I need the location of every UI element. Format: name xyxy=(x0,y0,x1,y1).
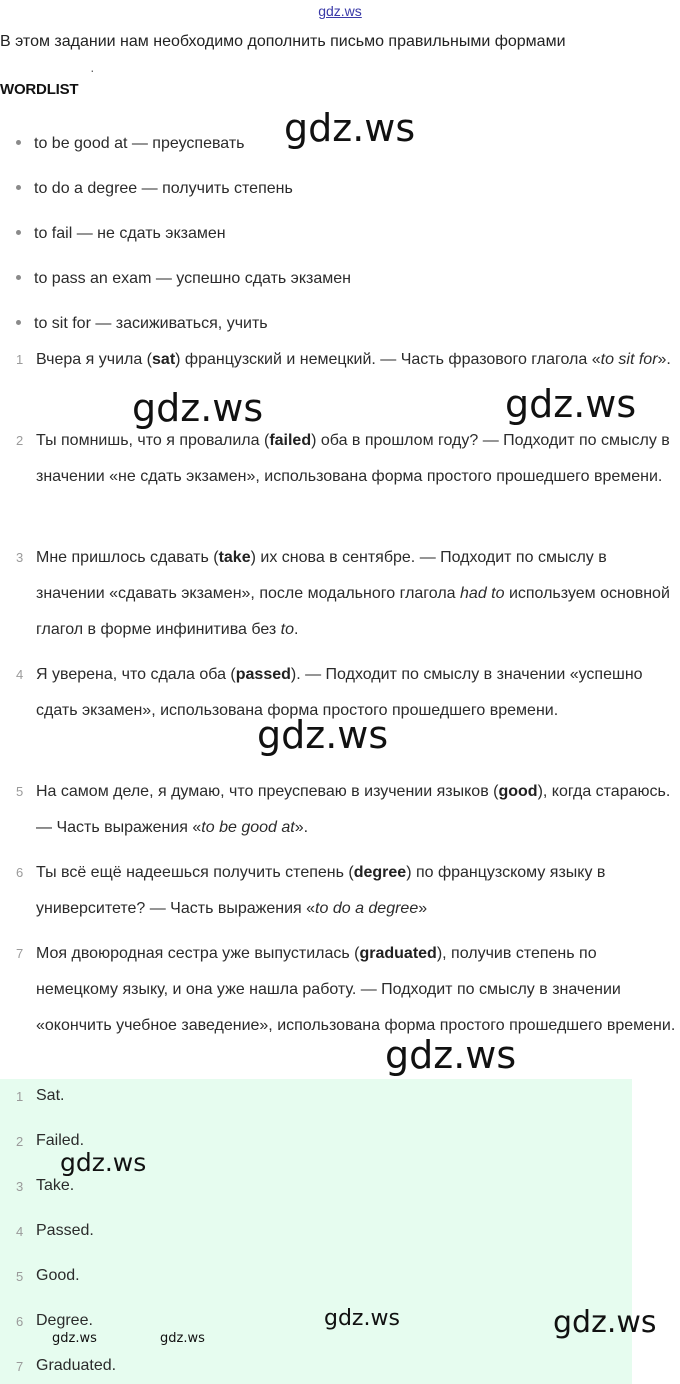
bullet-icon xyxy=(16,275,21,280)
answer-number: 5 xyxy=(16,1269,24,1284)
answer-number: 2 xyxy=(16,1134,24,1149)
item-number: 1 xyxy=(16,352,24,367)
item-number: 7 xyxy=(16,946,24,961)
answer-item: Degree. xyxy=(36,1312,93,1329)
explanation-item: Моя двоюродная сестра уже выпустилась (graduated), получив степень по немецкому языку, и она уже нашла работу. — Подходит по смыслу в значении «окончить учебное заведение», использована форма простого прошедшего времени. xyxy=(36,945,676,1034)
intro-tail: · xyxy=(90,62,95,78)
answer-number: 3 xyxy=(16,1179,24,1194)
explanation-item: Ты помнишь, что я провалила (failed) оба в прошлом году? — Подходит по смыслу в значении «не сдать экзамен», использована форма простого прошедшего времени. xyxy=(36,432,670,485)
explanation-item: На самом деле, я думаю, что преуспеваю в изучении языков (good), когда стараюсь. — Часть выражения «to be good at». xyxy=(36,783,671,836)
item-number: 5 xyxy=(16,784,24,799)
watermark: gdz.ws xyxy=(132,386,264,430)
answer-item: Good. xyxy=(36,1267,80,1284)
answer-item: Take. xyxy=(36,1177,75,1194)
bullet-icon xyxy=(16,230,21,235)
watermark: gdz.ws xyxy=(52,1331,97,1346)
watermark: gdz.ws xyxy=(60,1148,147,1177)
bullet-icon xyxy=(16,140,21,145)
answer-item: Sat. xyxy=(36,1087,65,1104)
explanation-item: Вчера я учила (sat) французский и немецкий. — Часть фразового глагола «to sit for». xyxy=(36,351,671,368)
wordlist-heading: WORDLIST xyxy=(0,81,79,98)
item-number: 2 xyxy=(16,433,24,448)
bullet-icon xyxy=(16,320,21,325)
answer-number: 6 xyxy=(16,1314,24,1329)
watermark: gdz.ws xyxy=(160,1331,205,1346)
answer-item: Failed. xyxy=(36,1132,85,1149)
watermark: gdz.ws xyxy=(284,106,416,150)
intro-text: В этом задании нам необходимо дополнить письмо правильными формами xyxy=(0,33,566,50)
watermark: gdz.ws xyxy=(257,713,389,757)
answer-item: Passed. xyxy=(36,1222,94,1239)
wordlist-item: to fail — не сдать экзамен xyxy=(16,225,226,243)
item-number: 6 xyxy=(16,865,24,880)
wordlist-item: to do a degree — получить степень xyxy=(16,180,293,198)
watermark: gdz.ws xyxy=(385,1033,517,1077)
watermark: gdz.ws xyxy=(553,1305,657,1340)
item-number: 4 xyxy=(16,667,24,682)
watermark: gdz.ws xyxy=(324,1306,400,1331)
answer-item: Graduated. xyxy=(36,1357,117,1374)
item-number: 3 xyxy=(16,550,24,565)
answer-number: 4 xyxy=(16,1224,24,1239)
watermark: gdz.ws xyxy=(505,382,637,426)
wordlist-item: to be good at — преуспевать xyxy=(16,135,245,153)
explanation-item: Ты всё ещё надеешься получить степень (degree) по французскому языку в университете? — Часть выражения «to do a degree» xyxy=(36,864,606,917)
bullet-icon xyxy=(16,185,21,190)
wordlist-item: to pass an exam — успешно сдать экзамен xyxy=(16,270,351,288)
answer-number: 1 xyxy=(16,1089,24,1104)
header-watermark: gdz.ws xyxy=(318,3,362,19)
wordlist-item: to sit for — засиживаться, учить xyxy=(16,315,268,333)
answer-number: 7 xyxy=(16,1359,24,1374)
explanation-item: Мне пришлось сдавать (take) их снова в сентябре. — Подходит по смыслу в значении «сдавать экзамен», после модального глагола had to используем основной глагол в форме инфинитива без to. xyxy=(36,549,670,638)
explanation-item: Я уверена, что сдала оба (passed). — Подходит по смыслу в значении «успешно сдать экзамен», использована форма простого прошедшего времени. xyxy=(36,666,643,719)
